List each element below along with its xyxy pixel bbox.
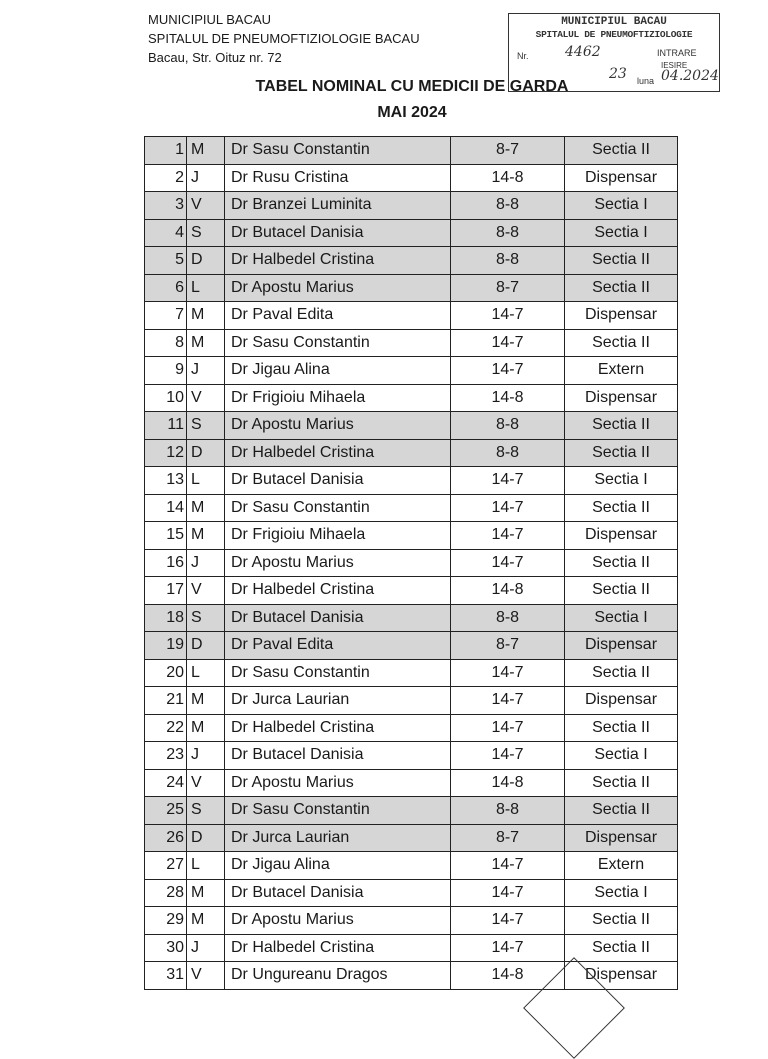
day-number-cell: 13 bbox=[145, 467, 187, 495]
doctor-name-cell: Dr Butacel Danisia bbox=[225, 879, 451, 907]
section-cell: Dispensar bbox=[565, 164, 678, 192]
day-number-cell: 7 bbox=[145, 302, 187, 330]
doctor-name-cell: Dr Paval Edita bbox=[225, 302, 451, 330]
stamp-luna-label: luna bbox=[637, 76, 655, 86]
table-row bbox=[145, 604, 678, 632]
table-row bbox=[145, 357, 678, 385]
weekday-cell: M bbox=[187, 329, 225, 357]
weekday-cell: J bbox=[187, 742, 225, 770]
day-number-cell: 27 bbox=[145, 852, 187, 880]
day-number-cell: 14 bbox=[145, 494, 187, 522]
stamp-nr-label: Nr. bbox=[517, 51, 529, 61]
stamp-day: 23 bbox=[609, 66, 627, 82]
weekday-cell: M bbox=[187, 714, 225, 742]
doctor-name-cell: Dr Ungureanu Dragos bbox=[225, 962, 451, 990]
doctor-name-cell: Dr Halbedel Cristina bbox=[225, 714, 451, 742]
doctor-name-cell: Dr Apostu Marius bbox=[225, 412, 451, 440]
day-number-cell: 23 bbox=[145, 742, 187, 770]
stamp-nr-value: 4462 bbox=[565, 44, 601, 60]
section-cell: Sectia II bbox=[565, 907, 678, 935]
doctor-name-cell: Dr Apostu Marius bbox=[225, 549, 451, 577]
section-cell: Sectia II bbox=[565, 274, 678, 302]
weekday-cell: J bbox=[187, 357, 225, 385]
stamp-municipality: MUNICIPIUL BACAU bbox=[561, 16, 667, 28]
table-row bbox=[145, 879, 678, 907]
day-number-cell: 16 bbox=[145, 549, 187, 577]
doctor-name-cell: Dr Rusu Cristina bbox=[225, 164, 451, 192]
day-number-cell: 24 bbox=[145, 769, 187, 797]
day-number-cell: 2 bbox=[145, 164, 187, 192]
weekday-cell: L bbox=[187, 852, 225, 880]
shift-hours-cell: 14-7 bbox=[451, 879, 565, 907]
section-cell: Sectia I bbox=[565, 192, 678, 220]
section-cell: Sectia II bbox=[565, 934, 678, 962]
table-row bbox=[145, 687, 678, 715]
table-row bbox=[145, 302, 678, 330]
section-cell: Sectia I bbox=[565, 742, 678, 770]
weekday-cell: D bbox=[187, 632, 225, 660]
section-cell: Sectia II bbox=[565, 412, 678, 440]
section-cell: Sectia II bbox=[565, 439, 678, 467]
section-cell: Sectia II bbox=[565, 137, 678, 165]
weekday-cell: V bbox=[187, 192, 225, 220]
table-row bbox=[145, 852, 678, 880]
shift-hours-cell: 8-8 bbox=[451, 439, 565, 467]
doctor-name-cell: Dr Halbedel Cristina bbox=[225, 577, 451, 605]
day-number-cell: 11 bbox=[145, 412, 187, 440]
weekday-cell: L bbox=[187, 274, 225, 302]
section-cell: Sectia II bbox=[565, 329, 678, 357]
table-row bbox=[145, 934, 678, 962]
day-number-cell: 3 bbox=[145, 192, 187, 220]
doctor-name-cell: Dr Jurca Laurian bbox=[225, 824, 451, 852]
doctor-name-cell: Dr Butacel Danisia bbox=[225, 467, 451, 495]
shift-hours-cell: 14-7 bbox=[451, 494, 565, 522]
day-number-cell: 28 bbox=[145, 879, 187, 907]
section-cell: Sectia I bbox=[565, 467, 678, 495]
table-row bbox=[145, 137, 678, 165]
shift-hours-cell: 8-7 bbox=[451, 632, 565, 660]
shift-hours-cell: 14-7 bbox=[451, 357, 565, 385]
stamp-intrare: INTRARE bbox=[657, 48, 697, 58]
section-cell: Extern bbox=[565, 852, 678, 880]
shift-hours-cell: 14-7 bbox=[451, 742, 565, 770]
shift-hours-cell: 8-7 bbox=[451, 137, 565, 165]
shift-hours-cell: 14-8 bbox=[451, 384, 565, 412]
shift-hours-cell: 8-8 bbox=[451, 192, 565, 220]
duty-roster-table bbox=[144, 136, 678, 990]
weekday-cell: M bbox=[187, 494, 225, 522]
weekday-cell: S bbox=[187, 219, 225, 247]
day-number-cell: 4 bbox=[145, 219, 187, 247]
shift-hours-cell: 14-7 bbox=[451, 329, 565, 357]
section-cell: Dispensar bbox=[565, 302, 678, 330]
shift-hours-cell: 8-8 bbox=[451, 604, 565, 632]
doctor-name-cell: Dr Halbedel Cristina bbox=[225, 439, 451, 467]
section-cell: Dispensar bbox=[565, 687, 678, 715]
table-row bbox=[145, 384, 678, 412]
municipality-name: MUNICIPIUL BACAU bbox=[148, 12, 272, 27]
doctor-name-cell: Dr Halbedel Cristina bbox=[225, 247, 451, 275]
stamp-hospital: SPITALUL DE PNEUMOFTIZIOLOGIE bbox=[535, 29, 693, 40]
day-number-cell: 29 bbox=[145, 907, 187, 935]
day-number-cell: 20 bbox=[145, 659, 187, 687]
section-cell: Dispensar bbox=[565, 824, 678, 852]
day-number-cell: 25 bbox=[145, 797, 187, 825]
weekday-cell: D bbox=[187, 439, 225, 467]
day-number-cell: 5 bbox=[145, 247, 187, 275]
section-cell: Sectia I bbox=[565, 219, 678, 247]
shift-hours-cell: 14-7 bbox=[451, 687, 565, 715]
shift-hours-cell: 14-7 bbox=[451, 907, 565, 935]
section-cell: Dispensar bbox=[565, 962, 678, 990]
table-row bbox=[145, 247, 678, 275]
weekday-cell: M bbox=[187, 907, 225, 935]
weekday-cell: L bbox=[187, 467, 225, 495]
shift-hours-cell: 8-8 bbox=[451, 247, 565, 275]
weekday-cell: D bbox=[187, 824, 225, 852]
table-row bbox=[145, 824, 678, 852]
section-cell: Sectia II bbox=[565, 494, 678, 522]
section-cell: Sectia II bbox=[565, 549, 678, 577]
table-row bbox=[145, 274, 678, 302]
section-cell: Extern bbox=[565, 357, 678, 385]
day-number-cell: 8 bbox=[145, 329, 187, 357]
day-number-cell: 21 bbox=[145, 687, 187, 715]
doctor-name-cell: Dr Sasu Constantin bbox=[225, 797, 451, 825]
doctor-name-cell: Dr Branzei Luminita bbox=[225, 192, 451, 220]
table-row bbox=[145, 494, 678, 522]
section-cell: Sectia II bbox=[565, 769, 678, 797]
stamp-month-year: 04.2024 bbox=[661, 68, 719, 84]
table-row bbox=[145, 412, 678, 440]
doctor-name-cell: Dr Halbedel Cristina bbox=[225, 934, 451, 962]
hospital-name: SPITALUL DE PNEUMOFTIZIOLOGIE BACAU bbox=[148, 31, 420, 46]
day-number-cell: 22 bbox=[145, 714, 187, 742]
stamp-iesire: IESIRE bbox=[661, 61, 688, 70]
weekday-cell: M bbox=[187, 879, 225, 907]
weekday-cell: S bbox=[187, 412, 225, 440]
table-row bbox=[145, 907, 678, 935]
day-number-cell: 26 bbox=[145, 824, 187, 852]
table-row bbox=[145, 329, 678, 357]
table-row bbox=[145, 439, 678, 467]
doctor-name-cell: Dr Jigau Alina bbox=[225, 852, 451, 880]
doctor-name-cell: Dr Apostu Marius bbox=[225, 769, 451, 797]
doctor-name-cell: Dr Sasu Constantin bbox=[225, 494, 451, 522]
shift-hours-cell: 14-7 bbox=[451, 934, 565, 962]
shift-hours-cell: 8-7 bbox=[451, 274, 565, 302]
weekday-cell: J bbox=[187, 934, 225, 962]
table-row bbox=[145, 549, 678, 577]
weekday-cell: M bbox=[187, 302, 225, 330]
shift-hours-cell: 14-7 bbox=[451, 659, 565, 687]
day-number-cell: 12 bbox=[145, 439, 187, 467]
weekday-cell: V bbox=[187, 962, 225, 990]
doctor-name-cell: Dr Sasu Constantin bbox=[225, 659, 451, 687]
shift-hours-cell: 14-8 bbox=[451, 577, 565, 605]
day-number-cell: 19 bbox=[145, 632, 187, 660]
hospital-address: Bacau, Str. Oituz nr. 72 bbox=[148, 50, 282, 65]
table-row bbox=[145, 714, 678, 742]
document-subtitle: MAI 2024 bbox=[377, 104, 447, 121]
shift-hours-cell: 8-7 bbox=[451, 824, 565, 852]
day-number-cell: 1 bbox=[145, 137, 187, 165]
doctor-name-cell: Dr Sasu Constantin bbox=[225, 137, 451, 165]
day-number-cell: 9 bbox=[145, 357, 187, 385]
shift-hours-cell: 8-8 bbox=[451, 797, 565, 825]
doctor-name-cell: Dr Paval Edita bbox=[225, 632, 451, 660]
shift-hours-cell: 8-8 bbox=[451, 412, 565, 440]
table-row bbox=[145, 632, 678, 660]
doctor-name-cell: Dr Jurca Laurian bbox=[225, 687, 451, 715]
day-number-cell: 30 bbox=[145, 934, 187, 962]
table-row bbox=[145, 742, 678, 770]
section-cell: Sectia II bbox=[565, 797, 678, 825]
doctor-name-cell: Dr Sasu Constantin bbox=[225, 329, 451, 357]
weekday-cell: M bbox=[187, 687, 225, 715]
shift-hours-cell: 14-8 bbox=[451, 962, 565, 990]
shift-hours-cell: 14-7 bbox=[451, 302, 565, 330]
day-number-cell: 10 bbox=[145, 384, 187, 412]
table-row bbox=[145, 164, 678, 192]
table-row bbox=[145, 522, 678, 550]
day-number-cell: 6 bbox=[145, 274, 187, 302]
table-row bbox=[145, 797, 678, 825]
weekday-cell: V bbox=[187, 769, 225, 797]
weekday-cell: D bbox=[187, 247, 225, 275]
shift-hours-cell: 14-7 bbox=[451, 549, 565, 577]
weekday-cell: J bbox=[187, 164, 225, 192]
shift-hours-cell: 8-8 bbox=[451, 219, 565, 247]
shift-hours-cell: 14-7 bbox=[451, 522, 565, 550]
section-cell: Dispensar bbox=[565, 632, 678, 660]
table-row bbox=[145, 659, 678, 687]
shift-hours-cell: 14-8 bbox=[451, 769, 565, 797]
day-number-cell: 17 bbox=[145, 577, 187, 605]
section-cell: Sectia II bbox=[565, 577, 678, 605]
weekday-cell: V bbox=[187, 577, 225, 605]
doctor-name-cell: Dr Apostu Marius bbox=[225, 907, 451, 935]
doctor-name-cell: Dr Butacel Danisia bbox=[225, 219, 451, 247]
doctor-name-cell: Dr Frigioiu Mihaela bbox=[225, 384, 451, 412]
section-cell: Dispensar bbox=[565, 384, 678, 412]
shift-hours-cell: 14-7 bbox=[451, 714, 565, 742]
institution-header bbox=[148, 10, 420, 67]
section-cell: Sectia I bbox=[565, 604, 678, 632]
shift-hours-cell: 14-7 bbox=[451, 852, 565, 880]
table-row bbox=[145, 467, 678, 495]
shift-hours-cell: 14-8 bbox=[451, 164, 565, 192]
doctor-name-cell: Dr Jigau Alina bbox=[225, 357, 451, 385]
weekday-cell: S bbox=[187, 604, 225, 632]
day-number-cell: 15 bbox=[145, 522, 187, 550]
table-row bbox=[145, 219, 678, 247]
weekday-cell: L bbox=[187, 659, 225, 687]
section-cell: Sectia II bbox=[565, 247, 678, 275]
table-row bbox=[145, 769, 678, 797]
section-cell: Sectia I bbox=[565, 879, 678, 907]
day-number-cell: 31 bbox=[145, 962, 187, 990]
weekday-cell: M bbox=[187, 137, 225, 165]
weekday-cell: M bbox=[187, 522, 225, 550]
shift-hours-cell: 14-7 bbox=[451, 467, 565, 495]
weekday-cell: V bbox=[187, 384, 225, 412]
section-cell: Sectia II bbox=[565, 659, 678, 687]
doctor-name-cell: Dr Butacel Danisia bbox=[225, 604, 451, 632]
table-row bbox=[145, 192, 678, 220]
doctor-name-cell: Dr Frigioiu Mihaela bbox=[225, 522, 451, 550]
weekday-cell: J bbox=[187, 549, 225, 577]
document-title: TABEL NOMINAL CU MEDICII DE GARDA bbox=[255, 78, 569, 95]
day-number-cell: 18 bbox=[145, 604, 187, 632]
roster-body bbox=[145, 137, 678, 990]
doctor-name-cell: Dr Butacel Danisia bbox=[225, 742, 451, 770]
section-cell: Sectia II bbox=[565, 714, 678, 742]
doctor-name-cell: Dr Apostu Marius bbox=[225, 274, 451, 302]
table-row bbox=[145, 577, 678, 605]
section-cell: Dispensar bbox=[565, 522, 678, 550]
weekday-cell: S bbox=[187, 797, 225, 825]
